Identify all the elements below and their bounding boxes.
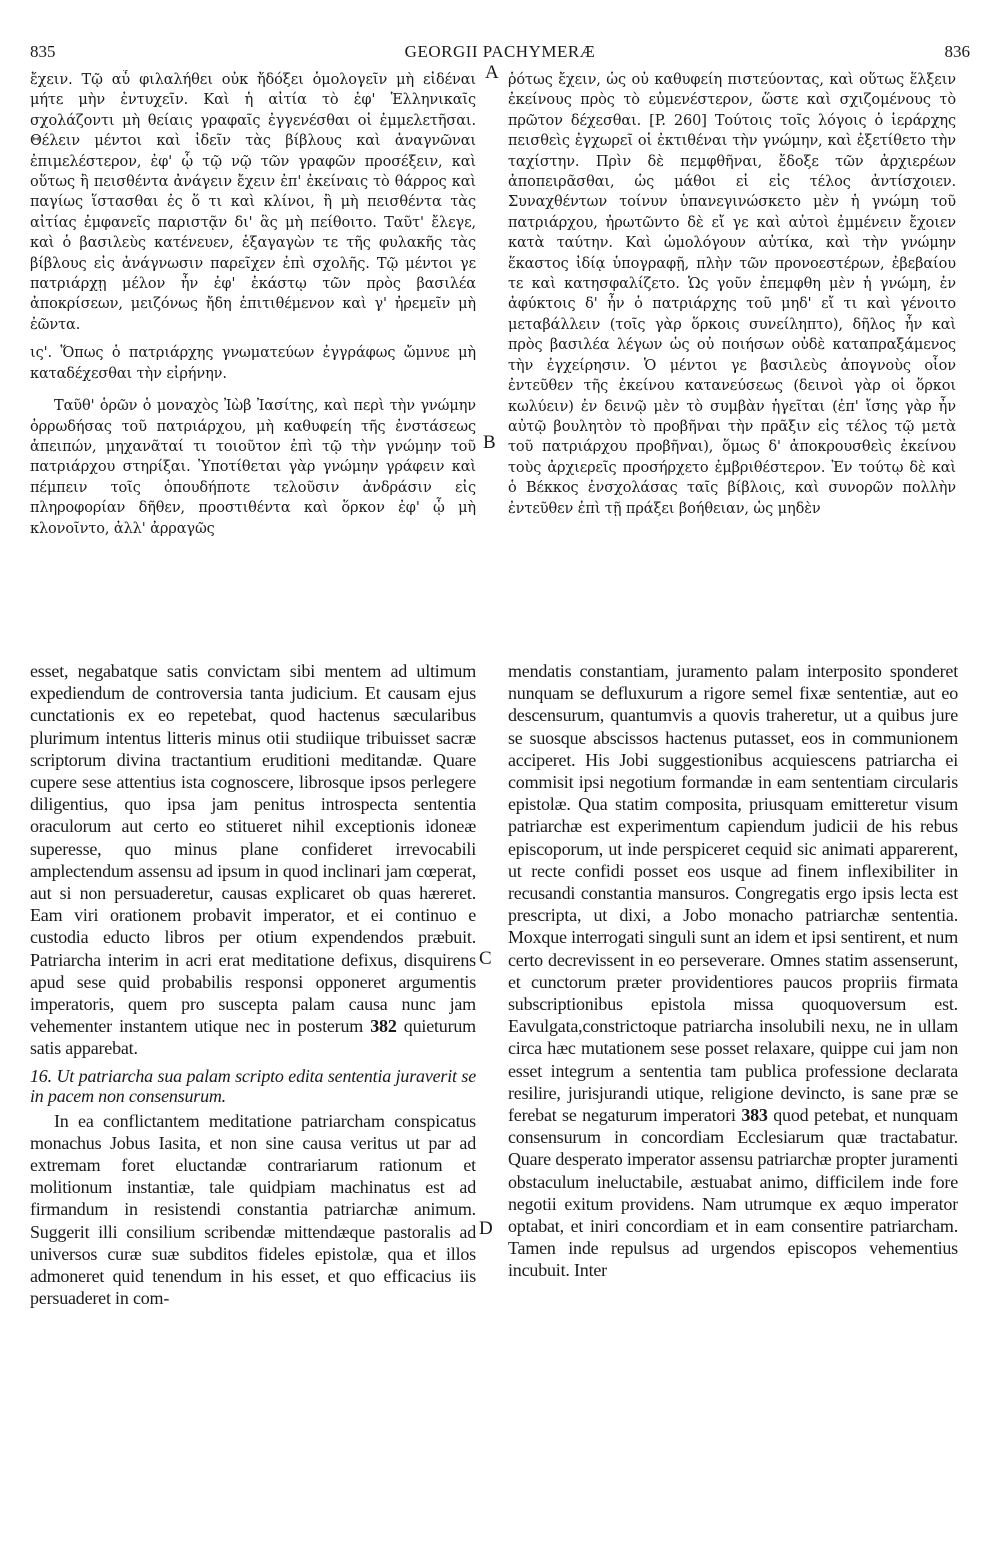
latin-text: quieturum satis apparebat. [30,1016,476,1059]
page-number-right: 836 [944,42,970,61]
latin-paragraph [508,660,958,1282]
greek-paragraph: ῥότως ἔχειν, ὡς οὐ καθυφείη πιστεύοντας, καὶ οὕτως ἕλξειν ἐκείνους πρὸς τὸ εὐμενέστερον, ὥστε καὶ σχιζομένους τὸ πρῶτον δέχεσθαι. [P. 260] Τούτοις τοῖς λόγοις ὁ ἱεράρχης πεισθεὶς ἐγχωρεῖ οἱ ἐκτιθέναι τὴν γνώμην, καὶ ἐξετίθετο τὴν ταχίστην. Πρὶν δὲ πεμφθῆναι, ἔδοξε τῶν ἀρχιερέων ἀποπειρᾶσθαι, ὡς μάθοι εἰ εἰς τέλος ἀντίσχοιεν. Συναχθέντων τοίνυν ὑπανεγινώσκετο μὲν ἡ γνώμη τοῦ πατριάρχου, ἠρωτῶντο δὲ εἴ γε καὶ αὐτοὶ ἐμμένειν ἔχοιεν κατὰ ταύτην. Καὶ ὡμολόγουν αὐτίκα, καὶ τὴν γνώμην ἕκαστος ἰδίᾳ ὑπογραφῇ, πλὴν τῶν προνοεστέρων, ἐβεβαίου τε καὶ κατησφαλίζετο. Ὡς γοῦν ἐπεμφθη μὲν ἡ γνώμη, ἐν ἀφύκτοις δ' ἦν ὁ πατριάρχης τοῦ μηδ' εἴ τι καὶ γένοιτο μεταβάλλειν (τοῖς γὰρ ὅρκοις συνείληπτο), δῆλος ἦν καὶ πρὸς βασιλέα λέγων ὡς οὐ ποιήσων οὐδὲ καταπραξάμενος τὴν ἐγχείρησιν. Ὁ μέντοι γε βασιλεὺς ἀπογνοὺς οἷον ἐντεῦθεν τῆς ἐκείνου κατανεύσεως (δεινοὶ γὰρ οἱ ὅρκοι κωλύειν) ἐν δεινῷ μὲν τὸ συμβὰν ἡγεῖται (ἐπ' ἴσης γὰρ ἦν αὐτῷ βουλητὸν τὸ προβῆναι τὴν πρᾶξιν εἰς τέλος τῷ μετὰ τοῦ πατριάρχου προβῆναι), ὅμως δ' ἀποκρουσθεὶς ἐκείνου τοὺς ἀρχιερεῖς προσήρχετο ἐμβριθέστερον. Ἐν τούτῳ δὲ καὶ ὁ Βέκκος ἐνσχολάσας ταῖς βίβλοις, καὶ συνορῶν πολλὴν ἐντεῦθεν ἐπὶ τῇ πράξει βοήθειαν, ὡς μηδὲν [508,72,956,517]
latin-column-right [508,660,958,1540]
latin-column-left [30,660,476,1540]
latin-text: mendatis constantiam, juramento palam interposito sponderet nunquam se defluxurum a rigore semel fixæ sententiæ, aut eo descensurum, quantumvis a quovis traheretur, ut a quibus jure se suosque abscissos hactenus putasset, eos in communionem acciperet. His Jobi suggestionibus acquiescens patriarcha ei commisit ipsi negotium formandæ in eam sententiam circularis epistolæ. Qua statim composita, priusquam emitteretur visum patriarchæ est experimentum capiendum judicii de his rebus episcoporum, ut inde perspiceret cequid sic animati apparerent, ut recte confidi posset eos usque ad finem inflexibiliter in recusandi constantia mansuros. Congregatis ergo ipsis lecta est prescripta, ut dixi, a Jobo monacho patriarchæ sententia. Moxque interrogati singuli sunt an idem et ipsi sentirent, et num certo decrevissent in eo perseverare. Omnes statim assenserunt, et cunctorum præter providentiores paucos propriis firmata subscriptionibus epistola missa quoquoversum est. Eavulgata,constrictoque patriarcha insolubili nexu, ne in ullam circa hæc mutationem sese posset relaxare, quippe cui jam non esset integrum a sententia tam publica professione declarata resilire, jurisjurandi utique, religione devincto, is sane præ se ferebat se negaturum imperatori [508,661,958,1126]
margin-letter-c: C [479,948,492,969]
margin-page-number: 383 [741,1105,768,1126]
running-title: GEORGII PACHYMERÆ [404,42,596,61]
page-number-left: 835 [30,42,56,61]
margin-letter-a: A [485,62,499,83]
latin-text: quod petebat, et nunquam consensurum in concordiam Ecclesiarum quæ tractabatur. Quare desperato imperator assensu patriarchæ propter juramenti obstaculum ineluctabile, æstuabat animo, difficilem inde fore negotii exitum providens. Nam utrumque ex æquo imperator optabat, et iniri concordiam et in eam consentire patriarcham. Tamen inde repulsus ad urgendos episcopos vehementius incubuit. Inter [508,1105,958,1281]
margin-page-number: 382 [370,1016,397,1037]
running-header [30,40,970,64]
greek-paragraph: Ταῦθ' ὁρῶν ὁ μοναχὸς Ἰὼβ Ἰασίτης, καὶ περὶ τὴν γνώμην ὀρρωδήσας τοῦ πατριάρχου, μὴ καθυφείη τῆς ἐνστάσεως ἀπειπών, μηχανᾶταί τι τοιοῦτον ἐπὶ τῷ τὴν γνώμην τοῦ πατριάρχου στηρίξαι. Ὑποτίθεται γὰρ γνώμην γράφειν καὶ πέμπειν τοῖς ὁπουδήποτε τελοῦσιν ἀνδράσιν εἰς πληροφορίαν δῆθεν, προστιθέντα καὶ ὅρκον ἐφ' ᾧ μὴ κλονοῖντο, ἀλλ' ἀρραγῶς [30,398,476,537]
margin-letter-d: D [479,1218,493,1239]
greek-column-left [30,70,476,640]
latin-paragraph [30,660,476,1060]
margin-letter-b: B [483,432,496,453]
latin-paragraph: In ea conflictantem meditatione patriarcham conspicatus monachus Jobus Iasita, et non sine causa veritus ut par ad extremam foret eluctandæ contrariarum rationum et molitionum instantiæ, tale quidpiam machinatus est ad firmandum in resistendi constantia patriarchæ animum. Suggerit illi consilium scribendæ mittendæque pastoralis ad universos curæ suæ subditos fideles epistolæ, qua et illos admoneret quid tenendum in his esset, et quo efficacius iis persuaderet in com- [30,1110,476,1309]
latin-section-heading: 16. Ut patriarcha sua palam scripto edita sententia juraverit se in pacem non consensurum. [30,1065,476,1106]
greek-column-right [508,70,956,650]
greek-paragraph: ἔχειν. Τῷ αὖ φιλαλήθει οὐκ ἤδόξει ὁμολογεῖν μὴ εἰδέναι μήτε μὴν ἐντυχεῖν. Καὶ ἡ αἰτία τὸ ἐφ' Ἑλληνικαῖς σχολάζοντι μὴ θείαις γραφαῖς ἐγγενέσθαι οἱ ἐμμελετῆσαι. Θέλειν μέντοι καὶ ἰδεῖν τὰς βίβλους καὶ ἀναγνῶναι ἐπιμελέστερον, ἐφ' ᾧ τῷ νῷ τῶν γραφῶν προσέξειν, καὶ οὕτως ἢ πεισθέντα ἀνάγειν ἔχειν ἐπ' ἐκείναις τὸ θάρρος καὶ παγίως ἵστασθαι ἐς ὅ τι καὶ κλίνοι, ἢ μὴ πεισθέντα τὰς αἰτίας ἐμφανεῖς παριστᾷν δι' ἃς μὴ πείθοιτο. Ταῦτ' ἔλεγε, καὶ ὁ βασιλεὺς κατένευεν, ἐξαγαγὼν τε τῆς φυλακῆς τὰς βίβλους εἰς ἀνάγνωσιν παρεῖχεν ἐπὶ σχολῆς. Τῷ μέντοι γε πατριάρχῃ μέλον ἦν ἐφ' ἑκάστῳ τῶν πρὸς βασιλέα ἀποκρίσεων, μειζόνως ἤδη ἐπιτιθέμενον καὶ γ' ἠρεμεῖν μὴ ἐῶντα. [30,72,476,333]
latin-text: esset, negabatque satis convictam sibi mentem ad ultimum expediendum de controversia tanta judicium. Et causam ejus cunctationis ex eo repetebat, quod hactenus sæcularibus plurimum intentus litteris minus otii studiique tribuisset sacræ scriptorum divina tractantium eruditioni meditandæ. Quare cupere sese attentius ista cognoscere, librosque ipsos perlegere diligentius, quo ipsa jam penitus introspecta sententia oraculorum aut certo eo stitueret nihil exceptionis idoneæ superesse, quo minus plane confideret irrevocabili amplectendum assensu ad ipsum in quod inclinari jam cœperat, aut si non persuaderetur, causas explicaret ob quas hæreret. Eam viri orationem probavit imperator, et ei continuo e custodia educto libros per otium expendendos præbuit. Patriarcha interim in acri erat meditatione defixus, disquirens apud sese quid probabilis responsi opponeret argumentis imperatoris, quem pro suscepta palam causa nunc jam vehementer instantem utique nec in posterum [30,661,476,1037]
greek-section-heading: ις'. Ὅπως ὁ πατριάρχης γνωματεύων ἐγγράφως ὤμνυε μὴ καταδέχεσθαι τὴν εἰρήνην. [30,345,476,382]
